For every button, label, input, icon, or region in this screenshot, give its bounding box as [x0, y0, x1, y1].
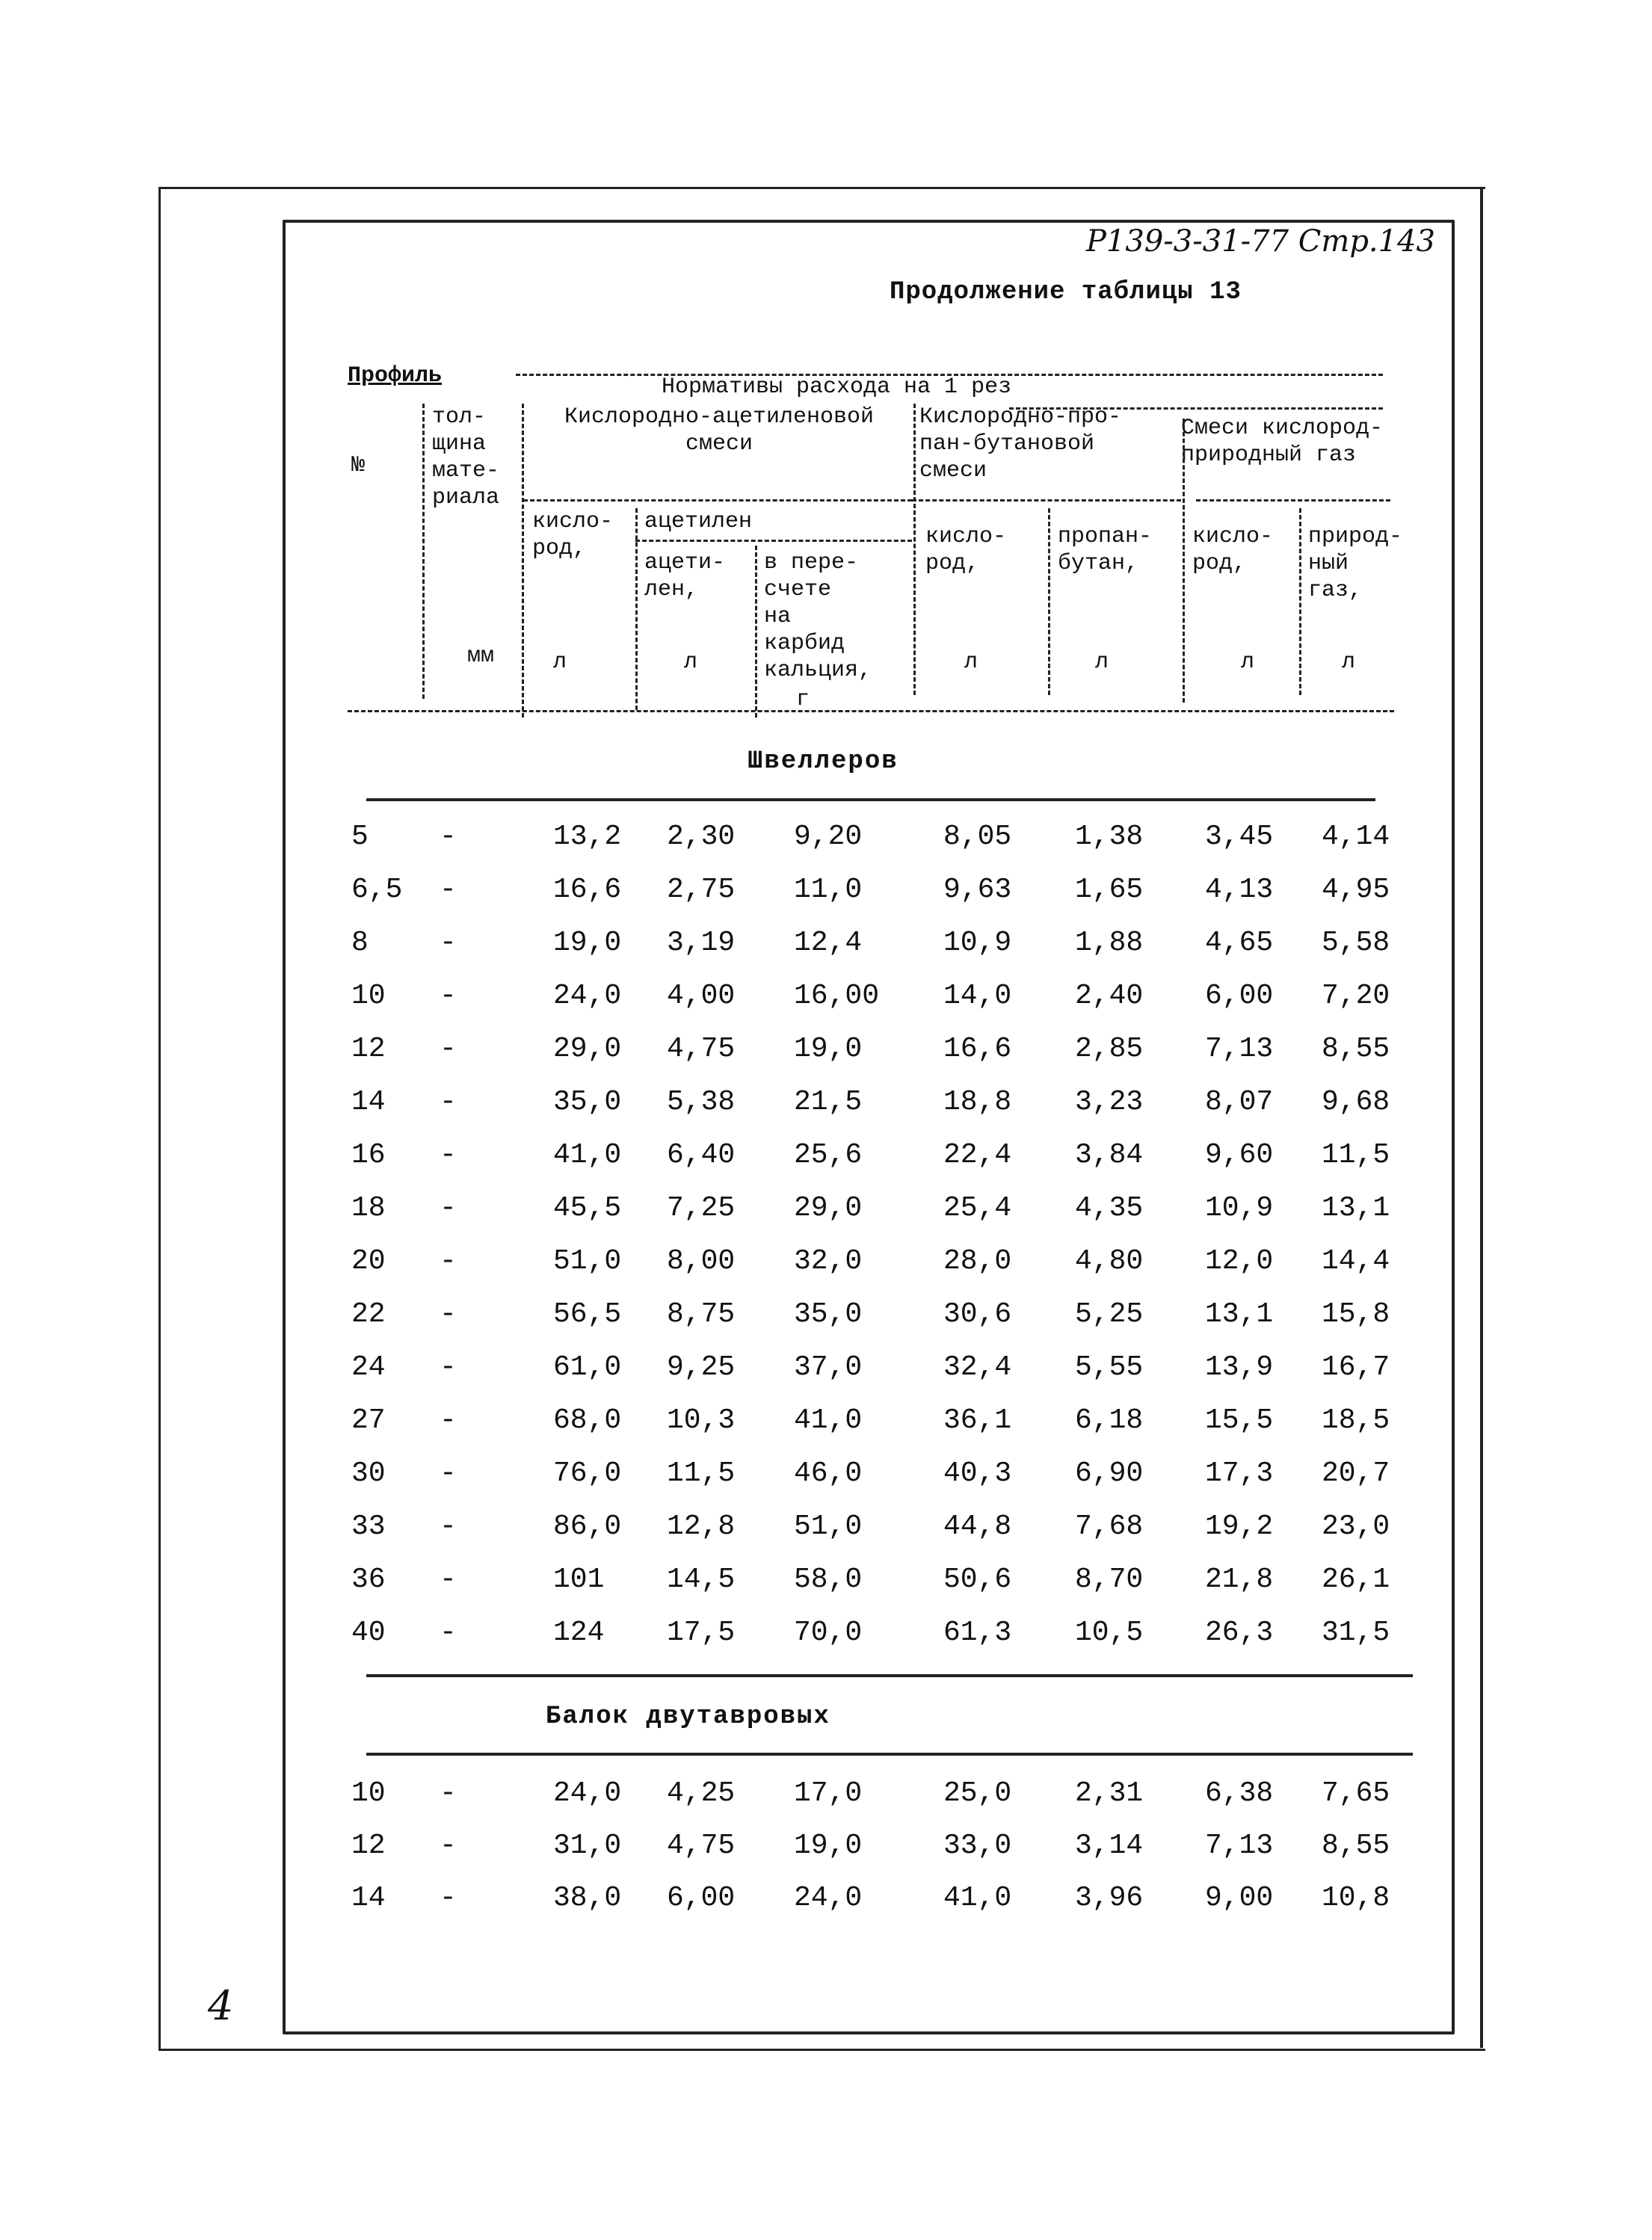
col-divider — [522, 404, 524, 718]
cell-thickness: - — [440, 1882, 457, 1914]
cell-profile-number: 30 — [351, 1457, 386, 1490]
header-propane: пропан- бутан, — [1058, 524, 1153, 576]
cell-oxygen-natgas-mix: 9,60 — [1205, 1139, 1274, 1171]
cell-natural-gas: 31,5 — [1322, 1617, 1390, 1649]
cell-acetylene: 8,75 — [667, 1298, 736, 1330]
cell-thickness: - — [440, 1139, 457, 1171]
cell-oxygen-natgas-mix: 13,9 — [1205, 1351, 1274, 1383]
cell-oxygen-natgas-mix: 4,13 — [1205, 874, 1274, 906]
cell-oxygen-acetylene-mix: 86,0 — [553, 1511, 622, 1543]
unit-natgas: л — [1342, 650, 1356, 675]
header-group1: Кислородно-ацетиленовой смеси — [564, 404, 875, 457]
cell-oxygen-natgas-mix: 17,3 — [1205, 1457, 1274, 1490]
cell-oxygen-natgas-mix: 4,65 — [1205, 927, 1274, 959]
cell-carbide: 11,0 — [794, 874, 863, 906]
cell-profile-number: 6,5 — [351, 874, 403, 906]
table-row — [0, 1777, 1652, 1824]
unit-oxygen-2: л — [964, 650, 978, 675]
header-group1-rule — [523, 499, 912, 502]
cell-thickness: - — [440, 1033, 457, 1065]
cell-oxygen-acetylene-mix: 38,0 — [553, 1882, 622, 1914]
cell-oxygen-acetylene-mix: 76,0 — [553, 1457, 622, 1490]
cell-propane-butane: 3,84 — [1075, 1139, 1144, 1171]
cell-carbide: 32,0 — [794, 1245, 863, 1277]
col-divider — [1183, 419, 1185, 703]
cell-natural-gas: 13,1 — [1322, 1192, 1390, 1224]
cell-acetylene: 11,5 — [667, 1457, 736, 1490]
table-row — [0, 1245, 1652, 1292]
table-row — [0, 1192, 1652, 1238]
cell-carbide: 24,0 — [794, 1882, 863, 1914]
col-divider — [422, 404, 425, 699]
cell-oxygen-propane-mix: 22,4 — [943, 1139, 1012, 1171]
cell-oxygen-natgas-mix: 10,9 — [1205, 1192, 1274, 1224]
cell-acetylene: 6,00 — [667, 1882, 736, 1914]
table-row — [0, 1617, 1652, 1663]
cell-carbide: 58,0 — [794, 1564, 863, 1596]
cell-acetylene: 8,00 — [667, 1245, 736, 1277]
cell-profile-number: 10 — [351, 980, 386, 1012]
cell-natural-gas: 10,8 — [1322, 1882, 1390, 1914]
header-group3: Смеси кислород- природный газ — [1181, 416, 1384, 468]
cell-thickness: - — [440, 1777, 457, 1809]
cell-profile-number: 40 — [351, 1617, 386, 1649]
cell-acetylene: 10,3 — [667, 1404, 736, 1437]
cell-carbide: 41,0 — [794, 1404, 863, 1437]
cell-oxygen-natgas-mix: 6,00 — [1205, 980, 1274, 1012]
cell-oxygen-natgas-mix: 19,2 — [1205, 1511, 1274, 1543]
cell-profile-number: 8 — [351, 927, 369, 959]
cell-acetylene: 12,8 — [667, 1511, 736, 1543]
header-group2-rule — [912, 499, 1181, 502]
cell-oxygen-propane-mix: 18,8 — [943, 1086, 1012, 1118]
cell-thickness: - — [440, 980, 457, 1012]
table-row — [0, 1511, 1652, 1557]
header-thickness: тол- щина мате- риала — [432, 404, 500, 510]
cell-oxygen-acetylene-mix: 24,0 — [553, 980, 622, 1012]
table-row — [0, 1033, 1652, 1079]
cell-propane-butane: 10,5 — [1075, 1617, 1144, 1649]
header-oxygen-2: кисло- род, — [925, 524, 1007, 576]
cell-carbide: 19,0 — [794, 1033, 863, 1065]
unit-acetylene: л — [684, 650, 698, 675]
cell-acetylene: 2,30 — [667, 821, 736, 853]
table-row — [0, 1882, 1652, 1928]
cell-thickness: - — [440, 1245, 457, 1277]
cell-acetylene: 14,5 — [667, 1564, 736, 1596]
cell-oxygen-natgas-mix: 21,8 — [1205, 1564, 1274, 1596]
cell-oxygen-acetylene-mix: 24,0 — [553, 1777, 622, 1809]
col-divider — [755, 546, 757, 718]
cell-carbide: 19,0 — [794, 1830, 863, 1862]
section-title-channels: Швеллеров — [748, 747, 899, 776]
cell-natural-gas: 26,1 — [1322, 1564, 1390, 1596]
table-row — [0, 1457, 1652, 1504]
cell-natural-gas: 15,8 — [1322, 1298, 1390, 1330]
cell-oxygen-propane-mix: 25,4 — [943, 1192, 1012, 1224]
cell-natural-gas: 9,68 — [1322, 1086, 1390, 1118]
cell-thickness: - — [440, 1511, 457, 1543]
section-title-ibeams: Балок двутавровых — [546, 1703, 830, 1731]
table-row — [0, 1139, 1652, 1185]
header-acetylene-rule — [635, 540, 912, 542]
header-oxygen-3: кисло- род, — [1192, 524, 1274, 576]
header-oxygen-1: кисло- род, — [532, 509, 614, 561]
cell-thickness: - — [440, 1617, 457, 1649]
cell-thickness: - — [440, 1404, 457, 1437]
cell-thickness: - — [440, 1830, 457, 1862]
cell-oxygen-propane-mix: 61,3 — [943, 1617, 1012, 1649]
cell-natural-gas: 20,7 — [1322, 1457, 1390, 1490]
cell-acetylene: 7,25 — [667, 1192, 736, 1224]
cell-oxygen-propane-mix: 32,4 — [943, 1351, 1012, 1383]
col-divider — [1299, 508, 1301, 695]
cell-carbide: 37,0 — [794, 1351, 863, 1383]
header-acetylene: ацетилен — [644, 509, 753, 534]
cell-oxygen-acetylene-mix: 51,0 — [553, 1245, 622, 1277]
cell-natural-gas: 7,65 — [1322, 1777, 1390, 1809]
cell-oxygen-acetylene-mix: 61,0 — [553, 1351, 622, 1383]
cell-oxygen-natgas-mix: 6,38 — [1205, 1777, 1274, 1809]
cell-acetylene: 4,75 — [667, 1033, 736, 1065]
cell-propane-butane: 8,70 — [1075, 1564, 1144, 1596]
cell-oxygen-natgas-mix: 7,13 — [1205, 1830, 1274, 1862]
header-natgas: природ- ный газ, — [1308, 524, 1403, 603]
cell-propane-butane: 1,88 — [1075, 927, 1144, 959]
cell-propane-butane: 4,80 — [1075, 1245, 1144, 1277]
unit-carbide: г — [796, 687, 810, 712]
cell-propane-butane: 5,55 — [1075, 1351, 1144, 1383]
section-rule — [366, 1674, 1413, 1677]
cell-oxygen-acetylene-mix: 56,5 — [553, 1298, 622, 1330]
cell-natural-gas: 18,5 — [1322, 1404, 1390, 1437]
cell-acetylene: 17,5 — [667, 1617, 736, 1649]
table-row — [0, 1351, 1652, 1398]
cell-propane-butane: 3,14 — [1075, 1830, 1144, 1862]
cell-thickness: - — [440, 821, 457, 853]
cell-oxygen-acetylene-mix: 31,0 — [553, 1830, 622, 1862]
cell-propane-butane: 6,18 — [1075, 1404, 1144, 1437]
cell-profile-number: 10 — [351, 1777, 386, 1809]
cell-propane-butane: 6,90 — [1075, 1457, 1144, 1490]
cell-profile-number: 18 — [351, 1192, 386, 1224]
cell-oxygen-acetylene-mix: 124 — [553, 1617, 605, 1649]
section-rule — [366, 1753, 1413, 1756]
cell-oxygen-propane-mix: 41,0 — [943, 1882, 1012, 1914]
cell-propane-butane: 4,35 — [1075, 1192, 1144, 1224]
cell-oxygen-natgas-mix: 7,13 — [1205, 1033, 1274, 1065]
table-row — [0, 927, 1652, 973]
table-row — [0, 980, 1652, 1026]
cell-thickness: - — [440, 874, 457, 906]
header-thickness-unit: мм — [467, 644, 495, 669]
unit-oxygen-1: л — [553, 650, 567, 675]
table-row — [0, 1404, 1652, 1451]
cell-propane-butane: 5,25 — [1075, 1298, 1144, 1330]
cell-acetylene: 6,40 — [667, 1139, 736, 1171]
header-norms: Нормативы расхода на 1 рез — [662, 374, 1012, 400]
document-stamp: Р139-3-31-77 Стр.143 — [1086, 224, 1435, 259]
cell-oxygen-natgas-mix: 8,07 — [1205, 1086, 1274, 1118]
table-row — [0, 1298, 1652, 1345]
cell-oxygen-natgas-mix: 9,00 — [1205, 1882, 1274, 1914]
cell-profile-number: 33 — [351, 1511, 386, 1543]
cell-oxygen-propane-mix: 36,1 — [943, 1404, 1012, 1437]
cell-oxygen-propane-mix: 40,3 — [943, 1457, 1012, 1490]
cell-oxygen-propane-mix: 28,0 — [943, 1245, 1012, 1277]
cell-acetylene: 4,00 — [667, 980, 736, 1012]
cell-oxygen-propane-mix: 33,0 — [943, 1830, 1012, 1862]
cell-thickness: - — [440, 1457, 457, 1490]
cell-oxygen-natgas-mix: 13,1 — [1205, 1298, 1274, 1330]
cell-carbide: 46,0 — [794, 1457, 863, 1490]
cell-oxygen-propane-mix: 44,8 — [943, 1511, 1012, 1543]
header-group2: Кислородно-про- пан-бутановой смеси — [919, 404, 1122, 484]
cell-profile-number: 16 — [351, 1139, 386, 1171]
cell-oxygen-acetylene-mix: 19,0 — [553, 927, 622, 959]
cell-oxygen-natgas-mix: 12,0 — [1205, 1245, 1274, 1277]
cell-natural-gas: 8,55 — [1322, 1033, 1390, 1065]
table-caption: Продолжение таблицы 13 — [890, 278, 1242, 306]
cell-oxygen-acetylene-mix: 35,0 — [553, 1086, 622, 1118]
col-divider — [913, 404, 916, 695]
cell-natural-gas: 4,14 — [1322, 821, 1390, 853]
margin-mark: 4 — [208, 1982, 234, 2029]
cell-thickness: - — [440, 1192, 457, 1224]
cell-natural-gas: 16,7 — [1322, 1351, 1390, 1383]
cell-propane-butane: 1,38 — [1075, 821, 1144, 853]
cell-carbide: 70,0 — [794, 1617, 863, 1649]
cell-profile-number: 14 — [351, 1882, 386, 1914]
cell-oxygen-acetylene-mix: 68,0 — [553, 1404, 622, 1437]
cell-thickness: - — [440, 1298, 457, 1330]
cell-oxygen-acetylene-mix: 45,5 — [553, 1192, 622, 1224]
cell-profile-number: 12 — [351, 1033, 386, 1065]
cell-oxygen-acetylene-mix: 101 — [553, 1564, 605, 1596]
table-row — [0, 821, 1652, 867]
cell-natural-gas: 11,5 — [1322, 1139, 1390, 1171]
header-num: № — [351, 453, 366, 478]
cell-acetylene: 9,25 — [667, 1351, 736, 1383]
cell-oxygen-natgas-mix: 15,5 — [1205, 1404, 1274, 1437]
cell-oxygen-propane-mix: 30,6 — [943, 1298, 1012, 1330]
cell-oxygen-propane-mix: 14,0 — [943, 980, 1012, 1012]
cell-oxygen-natgas-mix: 3,45 — [1205, 821, 1274, 853]
cell-carbide: 9,20 — [794, 821, 863, 853]
cell-thickness: - — [440, 1564, 457, 1596]
cell-natural-gas: 4,95 — [1322, 874, 1390, 906]
cell-oxygen-propane-mix: 10,9 — [943, 927, 1012, 959]
cell-oxygen-propane-mix: 9,63 — [943, 874, 1012, 906]
cell-oxygen-propane-mix: 16,6 — [943, 1033, 1012, 1065]
cell-oxygen-propane-mix: 8,05 — [943, 821, 1012, 853]
cell-propane-butane: 2,31 — [1075, 1777, 1144, 1809]
cell-profile-number: 14 — [351, 1086, 386, 1118]
cell-profile-number: 24 — [351, 1351, 386, 1383]
cell-oxygen-propane-mix: 50,6 — [943, 1564, 1012, 1596]
cell-natural-gas: 14,4 — [1322, 1245, 1390, 1277]
cell-propane-butane: 1,65 — [1075, 874, 1144, 906]
cell-natural-gas: 5,58 — [1322, 927, 1390, 959]
cell-acetylene: 4,75 — [667, 1830, 736, 1862]
cell-acetylene: 2,75 — [667, 874, 736, 906]
cell-carbide: 25,6 — [794, 1139, 863, 1171]
table-row — [0, 874, 1652, 920]
cell-carbide: 17,0 — [794, 1777, 863, 1809]
header-bottom-rule — [348, 710, 1394, 712]
cell-thickness: - — [440, 1351, 457, 1383]
cell-oxygen-acetylene-mix: 29,0 — [553, 1033, 622, 1065]
cell-acetylene: 5,38 — [667, 1086, 736, 1118]
cell-carbide: 16,00 — [794, 980, 880, 1012]
cell-profile-number: 20 — [351, 1245, 386, 1277]
cell-carbide: 35,0 — [794, 1298, 863, 1330]
cell-profile-number: 27 — [351, 1404, 386, 1437]
cell-propane-butane: 3,23 — [1075, 1086, 1144, 1118]
cell-natural-gas: 8,55 — [1322, 1830, 1390, 1862]
cell-acetylene: 3,19 — [667, 927, 736, 959]
cell-acetylene: 4,25 — [667, 1777, 736, 1809]
col-divider — [635, 508, 638, 710]
cell-oxygen-acetylene-mix: 13,2 — [553, 821, 622, 853]
section-rule — [366, 798, 1375, 801]
table-row — [0, 1830, 1652, 1876]
cell-thickness: - — [440, 927, 457, 959]
header-carbide: в пере- счете на карбид кальция, — [764, 550, 872, 683]
cell-propane-butane: 3,96 — [1075, 1882, 1144, 1914]
cell-natural-gas: 7,20 — [1322, 980, 1390, 1012]
cell-propane-butane: 7,68 — [1075, 1511, 1144, 1543]
cell-propane-butane: 2,85 — [1075, 1033, 1144, 1065]
header-group3-rule — [1196, 499, 1390, 502]
cell-profile-number: 36 — [351, 1564, 386, 1596]
col-divider — [1048, 508, 1050, 695]
cell-natural-gas: 23,0 — [1322, 1511, 1390, 1543]
cell-carbide: 29,0 — [794, 1192, 863, 1224]
cell-profile-number: 12 — [351, 1830, 386, 1862]
cell-oxygen-propane-mix: 25,0 — [943, 1777, 1012, 1809]
table-row — [0, 1564, 1652, 1610]
cell-propane-butane: 2,40 — [1075, 980, 1144, 1012]
unit-propane: л — [1095, 650, 1109, 675]
cell-carbide: 12,4 — [794, 927, 863, 959]
header-profile: Профиль — [348, 363, 443, 389]
cell-profile-number: 5 — [351, 821, 369, 853]
cell-profile-number: 22 — [351, 1298, 386, 1330]
cell-oxygen-natgas-mix: 26,3 — [1205, 1617, 1274, 1649]
table-row — [0, 1086, 1652, 1132]
cell-carbide: 51,0 — [794, 1511, 863, 1543]
header-acetylene-l: ацети- лен, — [644, 550, 726, 602]
unit-oxygen-3: л — [1241, 650, 1255, 675]
cell-thickness: - — [440, 1086, 457, 1118]
cell-oxygen-acetylene-mix: 41,0 — [553, 1139, 622, 1171]
cell-oxygen-acetylene-mix: 16,6 — [553, 874, 622, 906]
cell-carbide: 21,5 — [794, 1086, 863, 1118]
